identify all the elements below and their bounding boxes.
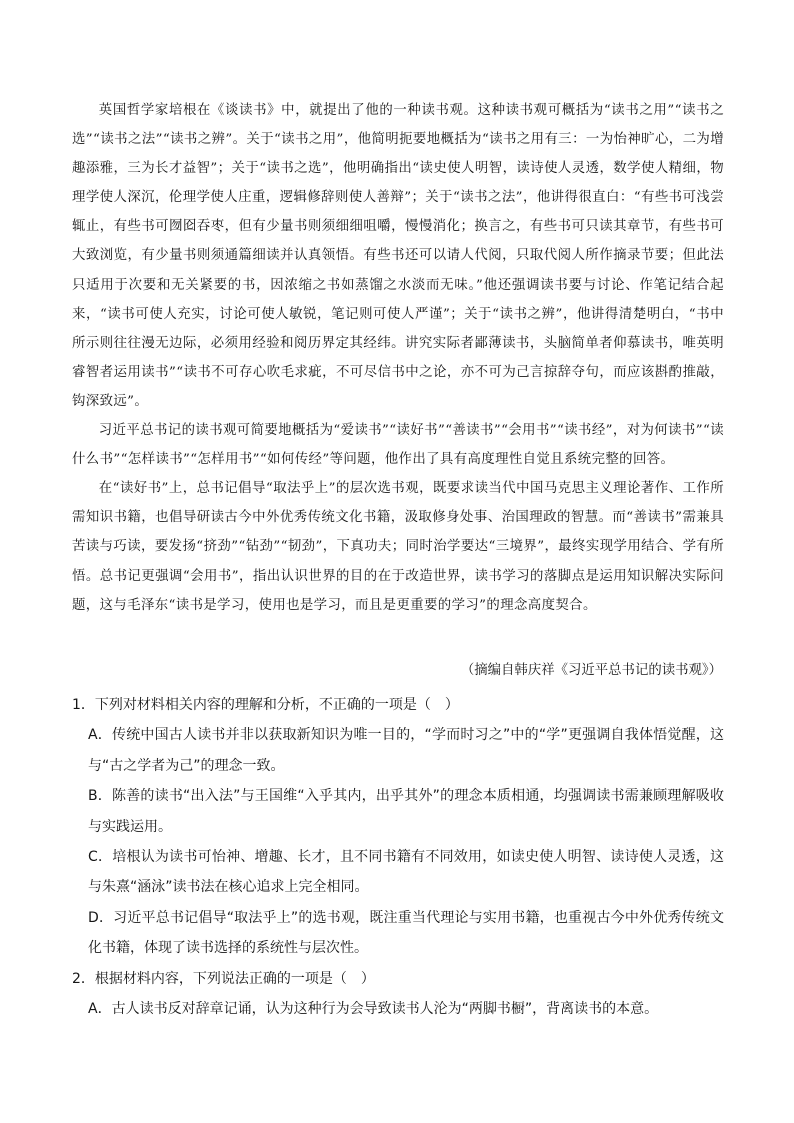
option-a: A．传统中国古人读书并非以获取新知识为唯一目的，“学而时习之”中的“学”更强调自我体悟觉醒，这与“古之学者为己”的理念一致。 <box>88 727 724 774</box>
question-list <box>72 690 724 1024</box>
option-d: D．习近平总书记倡导“取法乎上”的选书观，既注重当代理论与实用书籍，也重视古今中外优秀传统文化书籍，体现了读书选择的系统性与层次性。 <box>88 909 724 957</box>
passage-paragraph: 英国哲学家培根在《谈读书》中，就提出了他的一种读书观。这种读书观可概括为“读书之用”“读书之选”“读书之法”“读书之辨”。关于“读书之用”，他简明扼要地概括为“读书之用有三：一为怡神旷心，二为增趣添雅，三为长才益智”；关于“读书之选”，他明确指出“读史使人明智，读诗使人灵透，数学使人精细，物理学使人深沉，伦理学使人庄重，逻辑修辞则使人善辩”；关于“读书之法”，他讲得很直白：“有些书可浅尝辄止，有些书可囫囵吞枣，但有少量书则须细细咀嚼，慢慢消化；换言之，有些书可只读其章节，有些书可大致浏览，有少量书则须通篇细读并认真领悟。有些书还可以请人代阅，只取代阅人所作摘录节要；但此法只适用于次要和无关紧要的书，因浓缩之书如蒸馏之水淡而无味。”他还强调读书要与讨论、作笔记结合起来，“读书可使人充实，讨论可使人敏锐，笔记则可使人严谨”；关于“读书之辨”，他讲得清楚明白，“书中所示则往往漫无边际，必须用经验和阅历界定其经纬。讲究实际者鄙薄读书，头脑简单者仰慕读书，唯英明睿智者运用读书”“读书不可存心吹毛求疵，不可尽信书中之论，亦不可为己言掠辞夺句，而应该斟酌推敲，钩深致远”。 <box>72 103 724 409</box>
passage-paragraph: 在“读好书”上，总书记倡导“取法乎上”的层次选书观，既要求读当代中国马克思主义理论著作、工作所需知识书籍，也倡导研读古今中外优秀传统文化书籍，汲取修身处事、治国理政的智慧。而“善读书”需兼具苦读与巧读，要发扬“挤劲”“钻劲”“韧劲”，下真功夫；同时治学要达“三境界”，最终实现学用结合、学有所悟。总书记更强调“会用书”，指出认识世界的目的在于改造世界，读书学习的落脚点是运用知识解决实际问题，这与毛泽东“读书是学习，使用也是学习，而且是更重要的学习”的理念高度契合。 <box>72 481 724 613</box>
question-1 <box>72 690 724 964</box>
question-stem: 2．根据材料内容，下列说法正确的一项是（ ） <box>72 970 375 987</box>
option-a: A．古人读书反对辞章记诵，认为这种行为会导致读书人沦为“两脚书橱”，背离读书的本意。 <box>88 1001 659 1018</box>
passage-paragraph: 习近平总书记的读书观可简要地概括为“爱读书”“读好书”“善读书”“会用书”“读书经”，对为何读书”“读什么书”“怎样读书”“怎样用书”“如何传经”等问题，他作出了具有高度理性自觉且系统完整的回答。 <box>72 423 724 468</box>
question-2 <box>72 964 724 1025</box>
question-stem: 1．下列对材料相关内容的理解和分析，不正确的一项是（ ） <box>72 697 459 713</box>
reading-passage <box>72 96 724 620</box>
option-b: B．陈善的读书“出入法”与王国维“入乎其内，出乎其外”的理念本质相通，均强调读书需兼顾理解吸收与实践运用。 <box>88 788 724 835</box>
option-c: C．培根认为读书可怡神、增趣、长才，且不同书籍有不同效用，如读史使人明智、读诗使人灵透，这与朱熹“涵泳”读书法在核心追求上完全相同。 <box>88 849 724 896</box>
source-attribution: （摘编自韩庆祥《习近平总书记的读书观》） <box>460 663 722 678</box>
